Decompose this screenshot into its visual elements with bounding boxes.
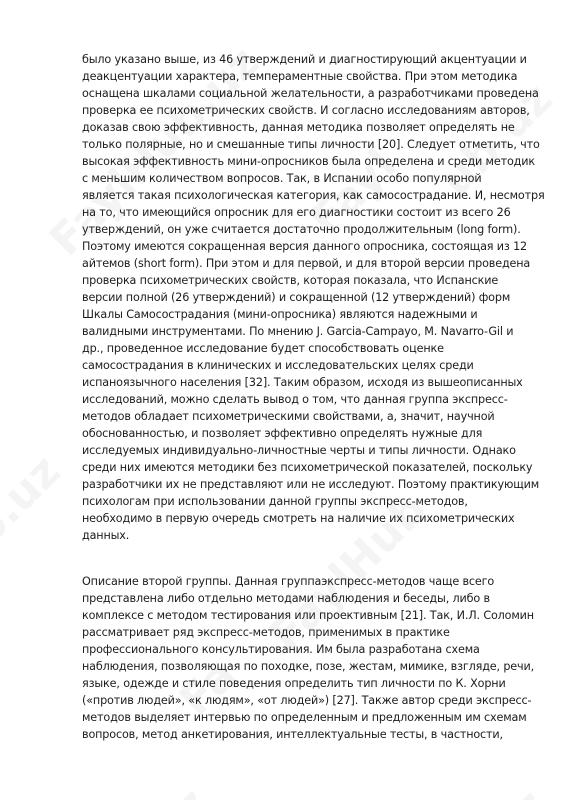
text-line: самосострадания в клинических и исследовательских целях среди [82, 359, 474, 372]
text-line: профессионального консультирования. Им была разработана схема [82, 643, 480, 656]
text-line: на то, что имеющийся опросник для его диагностики состоит из всего 26 [82, 206, 511, 219]
text-line: исследуемых индивидуально-личностные черты и типы личности. Однако [82, 444, 516, 457]
text-line: необходимо в первую очередь смотреть на наличие их психометрических [82, 512, 515, 525]
text-line: психологам при использовании данной группы экспресс-методов, [82, 495, 468, 508]
text-line: утверждений, он уже считается достаточно продолжительным (long form). [82, 223, 521, 236]
text-line: проверка психометрических свойств, которая показала, что Испанские [82, 274, 499, 287]
text-line: было указано выше, из 46 утверждений и диагностирующий акцентуации и [82, 53, 527, 66]
text-line: является такая психологическая категория, как самосострадание. И, несмотря [82, 189, 545, 202]
watermark-text [0, 446, 70, 556]
text-line: методов выделяет интервью по определенным и предложенным им схемам [82, 711, 527, 724]
text-line: проверка ее психометрических свойств. И согласно исследованиям авторов, [82, 104, 530, 117]
watermark-text [130, 778, 218, 800]
text-line: валидными инструментами. По мнению J. Garcia-Campayo, M. Navarro-Gil и [82, 325, 514, 338]
text-line: рассматривает ряд экспресс-методов, применимых в практике [82, 626, 450, 639]
text-line: только полярные, но и смешанные типы личности [20]. Следует отметить, что [82, 138, 540, 151]
text-line: методов обладает психометрическими свойствами, а, значит, научной [82, 410, 495, 423]
text-line: наблюдения, позволяющая по походке, позе, жестам, мимике, взгляде, речи, [82, 660, 535, 673]
text-line: оснащена шкалами социальной желательности, а разработчиками проведена [82, 87, 539, 100]
text-line: доказав свою эффективность, данная методика позволяет определять не [82, 121, 515, 134]
paragraph-first-group-continued [82, 51, 545, 544]
paragraph-second-group-description [82, 573, 535, 743]
text-line: комплексе с методом тестирования или проективным [21]. Так, И.Л. Соломин [82, 609, 534, 622]
text-line: др., проведенное исследование будет способствовать оценке [82, 342, 444, 355]
text-line: представлена либо отдельно методами наблюдения и беседы, либо в [82, 592, 490, 605]
text-line: версии полной (26 утверждений) и сокращенной (12 утверждений) форм [82, 291, 511, 304]
text-line: высокая эффективность мини-опросников была определена и среди методик [82, 155, 535, 168]
text-line: обоснованностью, и позволяет эффективно определять нужные для [82, 427, 483, 440]
text-line: данных. [82, 529, 130, 542]
text-line: исследований, можно сделать вывод о том, что данная группа экспресс- [82, 393, 508, 406]
text-line: Описание второй группы. Данная группаэкспресс-методов чаще всего [82, 575, 495, 588]
text-line: («против людей», «к людям», «от людей») [27]. Также автор среди экспресс- [82, 694, 532, 707]
text-line: разработчики их не представляют или не исследуют. Поэтому практикующим [82, 478, 540, 491]
watermark-text [480, 780, 556, 800]
text-line: Поэтому имеются сокращенная версия данного опросника, состоящая из 12 [82, 240, 528, 253]
text-line: среди них имеются методики без психометрической показателей, поскольку [82, 461, 533, 474]
text-line: Шкалы Самосострадания (мини-опросника) являются надежными и [82, 308, 478, 321]
text-line: айтемов (short form). При этом и для первой, и для второй версии проведена [82, 257, 531, 270]
text-line: испаноязычного населения [32]. Таким образом, исходя из вышеописанных [82, 376, 523, 389]
text-line: языке, одежде и стиле поведения определить тип личности по К. Хорни [82, 677, 506, 690]
text-line: деакцентуации характера, темпераментные свойства. При этом методика [82, 70, 518, 83]
text-line: с меньшим количеством вопросов. Так, в Испании особо популярной [82, 172, 482, 185]
text-line: вопросов, метод анкетирования, интеллектуальные тесты, в частности, [82, 728, 503, 741]
